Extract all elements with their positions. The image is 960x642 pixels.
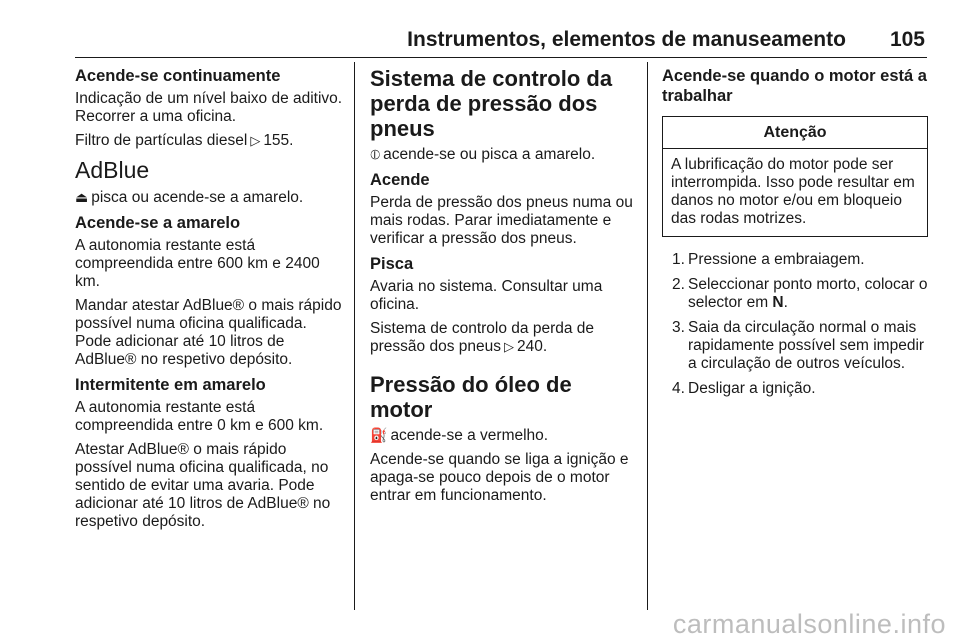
tire-pressure-icon: ⦶ bbox=[370, 146, 381, 162]
list-item bbox=[662, 251, 928, 269]
heading-intermitente: Intermitente em amarelo bbox=[75, 376, 266, 394]
step-text: Pressione a embraiagem. bbox=[688, 251, 865, 268]
adblue-icon: ⏏ bbox=[75, 189, 89, 205]
column-divider-2 bbox=[647, 62, 648, 610]
step-text: Desligar a ignição. bbox=[688, 380, 816, 397]
step-number: 4. bbox=[672, 380, 685, 397]
page-header bbox=[75, 28, 925, 52]
page-ref-link[interactable]: 155. bbox=[263, 132, 294, 149]
step-number: 2. bbox=[672, 276, 685, 293]
step-number: 1. bbox=[672, 251, 685, 268]
oil-can-icon: ⛽ bbox=[370, 427, 388, 443]
filtro-text: Filtro de partículas diesel bbox=[75, 132, 248, 149]
step-text: Saia da circulação normal o mais rapidamente possível sem impedir a circulação de outros veículos. bbox=[688, 319, 925, 372]
paragraph-tpms-indicator bbox=[370, 145, 636, 164]
page-number: 105 bbox=[889, 28, 925, 51]
tpms-indicator-text: acende-se ou pisca a amarelo. bbox=[383, 146, 596, 163]
heading-pressao-oleo: Pressão do óleo de motor bbox=[370, 372, 572, 422]
heading-acende-amarelo: Acende-se a amarelo bbox=[75, 214, 241, 232]
list-item bbox=[662, 276, 928, 312]
adblue-indicator-text: pisca ou acende-se a amarelo. bbox=[91, 189, 304, 206]
watermark: carmanualsonline.info bbox=[672, 609, 946, 639]
heading-tpms: Sistema de controlo da perda de pressão dos pneus bbox=[370, 66, 613, 141]
caution-body: A lubrificação do motor pode ser interrompida. Isso pode resultar em danos no motor e/ou em bloqueio das rodas motrizes. bbox=[671, 156, 915, 227]
paragraph-adblue-indicator bbox=[75, 188, 345, 207]
heading-acende-continuamente: Acende-se continuamente bbox=[75, 67, 281, 85]
heading-adblue: AdBlue bbox=[75, 157, 150, 183]
column-3 bbox=[662, 66, 928, 405]
caution-box bbox=[662, 116, 928, 237]
oil-indicator-text: acende-se a vermelho. bbox=[390, 427, 549, 444]
tpms-ref-text: Sistema de controlo da perda de pressão dos pneus bbox=[370, 320, 595, 355]
paragraph-acende-ignicao: Acende-se quando se liga a ignição e apaga-se pouco depois de o motor entrar em funcionamento. bbox=[370, 451, 629, 504]
page-ref-arrow-icon: ▷ bbox=[503, 339, 514, 354]
column-2 bbox=[370, 66, 636, 511]
caution-title: Atenção bbox=[663, 117, 927, 149]
step-text-end: . bbox=[783, 294, 788, 311]
step-number: 3. bbox=[672, 319, 685, 336]
heading-acende: Acende bbox=[370, 171, 430, 189]
paragraph-tpms-ref bbox=[370, 320, 636, 356]
paragraph-oil-indicator bbox=[370, 426, 636, 445]
column-1 bbox=[75, 66, 345, 537]
paragraph-atestar-urgente: Atestar AdBlue® o mais rápido possível numa oficina qualificada, no sentido de evitar uma avaria. Pode adicionar até 10 litros de AdBlue® no respetivo depósito. bbox=[75, 441, 331, 530]
header-rule bbox=[75, 57, 927, 58]
paragraph-avaria-sistema: Avaria no sistema. Consultar uma oficina. bbox=[370, 278, 603, 313]
steps-list bbox=[662, 251, 928, 398]
paragraph-perda-pressao: Perda de pressão dos pneus numa ou mais rodas. Parar imediatamente e verificar a pressão dos pneus. bbox=[370, 194, 633, 247]
page-ref-link[interactable]: 240. bbox=[516, 338, 548, 355]
list-item bbox=[662, 380, 928, 398]
gear-neutral-label: N bbox=[772, 294, 784, 311]
heading-motor-trabalhar: Acende-se quando o motor está a trabalhar bbox=[662, 67, 927, 105]
page-ref-arrow-icon: ▷ bbox=[250, 133, 261, 148]
paragraph-atestar-oficina: Mandar atestar AdBlue® o mais rápido possível numa oficina qualificada. Pode adicionar até 10 litros de AdBlue® no respetivo depósito. bbox=[75, 297, 342, 368]
paragraph-nivel-aditivo: Indicação de um nível baixo de aditivo. Recorrer a uma oficina. bbox=[75, 90, 343, 125]
heading-pisca: Pisca bbox=[370, 255, 414, 273]
page-title: Instrumentos, elementos de manuseamento bbox=[407, 28, 846, 51]
paragraph-filtro-particulas bbox=[75, 132, 345, 150]
paragraph-autonomia-600-2400: A autonomia restante está compreendida entre 600 km e 2400 km. bbox=[75, 237, 320, 290]
step-text: Seleccionar ponto morto, colocar o selector em bbox=[688, 276, 928, 311]
list-item bbox=[662, 319, 928, 373]
paragraph-autonomia-0-600: A autonomia restante está compreendida entre 0 km e 600 km. bbox=[75, 399, 324, 434]
column-divider-1 bbox=[354, 62, 355, 610]
